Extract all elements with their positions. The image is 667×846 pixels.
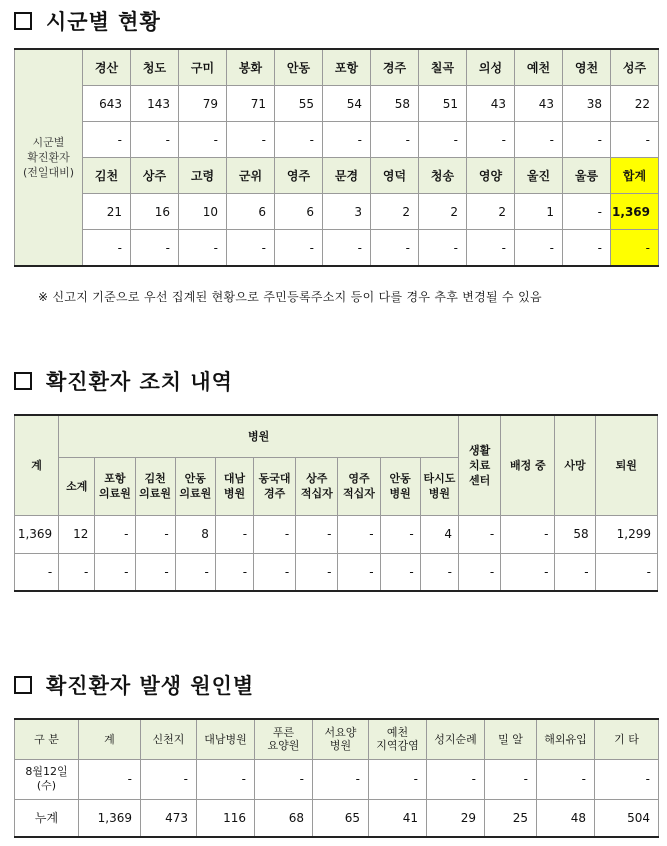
table-row <box>15 122 659 158</box>
cause-header <box>197 719 255 759</box>
measure-diff: - <box>215 553 253 591</box>
col-total: 계 <box>15 415 59 515</box>
cause-daily-value: - <box>313 759 369 799</box>
side-label-line: 시군별 <box>32 136 65 149</box>
checkbox-icon <box>14 12 32 30</box>
city-name: 문경 <box>323 158 371 194</box>
city-diff: - <box>227 230 275 267</box>
cause-cumulative-value: 473 <box>141 799 197 837</box>
measure-diff: - <box>380 553 420 591</box>
col-life-line: 센터 <box>468 473 491 487</box>
col-life-center <box>459 415 501 515</box>
hospital-subheader-line: 안동 <box>389 472 411 485</box>
city-diff: - <box>563 122 611 158</box>
measure-diff: - <box>15 553 59 591</box>
measure-value: 1,299 <box>595 515 657 553</box>
table-row <box>15 415 658 457</box>
measure-value: - <box>501 515 555 553</box>
city-count: 58 <box>371 86 419 122</box>
city-name: 의성 <box>467 49 515 86</box>
city-count: 2 <box>419 194 467 230</box>
measure-value: - <box>338 515 380 553</box>
cause-header-line: 구 분 <box>34 732 59 746</box>
hospital-subheader <box>215 457 253 515</box>
city-name: 구미 <box>179 49 227 86</box>
cause-header-line: 밀 알 <box>498 732 523 746</box>
measure-diff: - <box>555 553 595 591</box>
cause-header-line: 성지순례 <box>434 732 477 746</box>
city-count: 79 <box>179 86 227 122</box>
city-count: 143 <box>131 86 179 122</box>
hospital-subheader-line: 병원 <box>428 487 451 500</box>
col-hospital: 병원 <box>59 415 459 457</box>
city-name: 예천 <box>515 49 563 86</box>
hospital-subheader <box>95 457 135 515</box>
city-name: 경산 <box>83 49 131 86</box>
city-diff: - <box>83 230 131 267</box>
table-row <box>15 553 658 591</box>
cause-header-line: 병원 <box>329 739 352 753</box>
cause-daily-value: - <box>485 759 537 799</box>
city-diff: - <box>371 230 419 267</box>
measure-value: - <box>135 515 175 553</box>
city-diff: - <box>179 230 227 267</box>
cause-cumulative-value: 1,369 <box>79 799 141 837</box>
measure-value: - <box>296 515 338 553</box>
hospital-subheader-line: 소계 <box>66 479 88 493</box>
measure-value: - <box>459 515 501 553</box>
city-count: 6 <box>227 194 275 230</box>
city-count: 22 <box>611 86 659 122</box>
hospital-subheader-line: 대남 <box>223 472 246 485</box>
city-name: 상주 <box>131 158 179 194</box>
measure-diff: - <box>595 553 657 591</box>
table-row <box>15 799 659 837</box>
city-count: 1,369 <box>611 194 659 230</box>
side-label-line: (전일대비) <box>22 166 75 179</box>
city-diff: - <box>179 122 227 158</box>
city-name: 울진 <box>515 158 563 194</box>
cause-header <box>313 719 369 759</box>
city-count: 1 <box>515 194 563 230</box>
city-diff: - <box>515 122 563 158</box>
cause-daily-value: - <box>369 759 427 799</box>
hospital-subheader <box>175 457 215 515</box>
hospital-subheader-line: 의료원 <box>139 487 172 500</box>
city-diff: - <box>563 230 611 267</box>
cause-header-line: 푸른 <box>272 726 295 740</box>
cause-header <box>427 719 485 759</box>
hospital-subheader-line: 적십자 <box>300 487 333 500</box>
city-diff: - <box>371 122 419 158</box>
section-title-cause: 확진환자 발생 원인별 <box>14 670 254 700</box>
measure-value: 8 <box>175 515 215 553</box>
city-diff: - <box>515 230 563 267</box>
city-count: 2 <box>371 194 419 230</box>
cause-header-line: 해외유입 <box>544 732 587 746</box>
table-row <box>15 515 658 553</box>
city-count: 51 <box>419 86 467 122</box>
cause-header-line: 예천 <box>386 726 409 740</box>
city-diff: - <box>131 122 179 158</box>
row-label-date-line: (수) <box>36 779 57 792</box>
hospital-subheader-line: 김천 <box>144 472 166 485</box>
table-row <box>15 719 659 759</box>
cause-header-line: 지역감염 <box>376 739 419 753</box>
city-count: 643 <box>83 86 131 122</box>
measure-value: 58 <box>555 515 595 553</box>
table-row <box>15 230 659 267</box>
section-title-city: 시군별 현황 <box>14 6 161 36</box>
city-count: 2 <box>467 194 515 230</box>
measure-diff: - <box>459 553 501 591</box>
cause-cumulative-value: 48 <box>537 799 595 837</box>
measure-diff: - <box>338 553 380 591</box>
cause-daily-value: - <box>255 759 313 799</box>
city-count: 54 <box>323 86 371 122</box>
city-diff: - <box>467 122 515 158</box>
city-name: 고령 <box>179 158 227 194</box>
city-diff: - <box>419 122 467 158</box>
hospital-subheader <box>380 457 420 515</box>
city-diff: - <box>131 230 179 267</box>
city-name: 경주 <box>371 49 419 86</box>
cause-header <box>141 719 197 759</box>
cause-cumulative-value: 41 <box>369 799 427 837</box>
hospital-subheader-line: 영주 <box>348 472 370 485</box>
measure-diff: - <box>175 553 215 591</box>
city-count: 43 <box>467 86 515 122</box>
city-count: - <box>563 194 611 230</box>
measure-diff: - <box>135 553 175 591</box>
cause-table <box>14 718 659 838</box>
checkbox-icon <box>14 372 32 390</box>
hospital-subheader-line: 타시도 <box>423 472 456 485</box>
city-diff: - <box>611 230 659 267</box>
city-diff: - <box>275 230 323 267</box>
cause-cumulative-value: 25 <box>485 799 537 837</box>
cause-header-line: 신천지 <box>152 732 185 746</box>
city-count: 21 <box>83 194 131 230</box>
cause-cumulative-value: 68 <box>255 799 313 837</box>
city-name: 칠곡 <box>419 49 467 86</box>
hospital-subheader-line: 의료원 <box>98 487 131 500</box>
city-diff: - <box>611 122 659 158</box>
hospital-subheader <box>254 457 296 515</box>
measure-value: - <box>95 515 135 553</box>
note-text: ※ 신고지 기준으로 우선 집계된 현황으로 주민등록주소지 등이 다를 경우 추후 변경될 수 있음 <box>38 290 542 304</box>
city-status-table <box>14 48 659 267</box>
measure-diff: - <box>254 553 296 591</box>
city-diff: - <box>227 122 275 158</box>
city-name: 영덕 <box>371 158 419 194</box>
hospital-subheader <box>135 457 175 515</box>
table-row <box>15 759 659 799</box>
row-label-cumulative: 누계 <box>15 799 79 837</box>
col-discharge: 퇴원 <box>595 415 657 515</box>
cause-header <box>79 719 141 759</box>
city-name: 합계 <box>611 158 659 194</box>
cause-header <box>15 719 79 759</box>
hospital-subheader <box>338 457 380 515</box>
hospital-subheader-line: 경주 <box>263 487 286 500</box>
measure-diff: - <box>420 553 458 591</box>
cause-header-line: 서요양 <box>324 726 357 740</box>
cause-daily-value: - <box>537 759 595 799</box>
cause-header-line: 기 타 <box>614 732 639 746</box>
side-label-line: 확진환자 <box>27 151 70 164</box>
city-count: 6 <box>275 194 323 230</box>
measure-diff: - <box>59 553 95 591</box>
city-diff: - <box>467 230 515 267</box>
measure-value: - <box>254 515 296 553</box>
measure-diff: - <box>95 553 135 591</box>
col-death: 사망 <box>555 415 595 515</box>
city-diff: - <box>323 122 371 158</box>
city-count: 38 <box>563 86 611 122</box>
measures-table <box>14 414 658 592</box>
measure-diff: - <box>501 553 555 591</box>
side-label <box>15 49 83 266</box>
city-diff: - <box>83 122 131 158</box>
cause-header <box>369 719 427 759</box>
measure-value: 1,369 <box>15 515 59 553</box>
row-label-date-line: 8월12일 <box>25 765 68 778</box>
hospital-subheader-line: 포항 <box>104 472 126 485</box>
cause-header-line: 계 <box>104 732 115 746</box>
cause-daily-value: - <box>79 759 141 799</box>
city-count: 3 <box>323 194 371 230</box>
hospital-subheader <box>296 457 338 515</box>
city-count: 55 <box>275 86 323 122</box>
cause-cumulative-value: 116 <box>197 799 255 837</box>
city-name: 성주 <box>611 49 659 86</box>
measure-value: 12 <box>59 515 95 553</box>
city-count: 16 <box>131 194 179 230</box>
cause-header <box>537 719 595 759</box>
section-title-measures: 확진환자 조치 내역 <box>14 366 233 396</box>
city-count: 10 <box>179 194 227 230</box>
cause-cumulative-value: 65 <box>313 799 369 837</box>
table-row <box>15 194 659 230</box>
cause-daily-value: - <box>595 759 659 799</box>
city-name: 청송 <box>419 158 467 194</box>
checkbox-icon <box>14 676 32 694</box>
city-name: 영주 <box>275 158 323 194</box>
city-name: 영양 <box>467 158 515 194</box>
cause-daily-value: - <box>141 759 197 799</box>
col-life-line: 생활 <box>468 443 491 457</box>
city-count: 71 <box>227 86 275 122</box>
cause-daily-value: - <box>197 759 255 799</box>
cause-cumulative-value: 29 <box>427 799 485 837</box>
measure-diff: - <box>296 553 338 591</box>
hospital-subheader <box>420 457 458 515</box>
city-name: 울릉 <box>563 158 611 194</box>
city-name: 군위 <box>227 158 275 194</box>
city-name: 영천 <box>563 49 611 86</box>
cause-header-line: 대남병원 <box>204 732 247 746</box>
hospital-subheader-line: 병원 <box>389 487 411 500</box>
hospital-subheader-line: 상주 <box>306 472 328 485</box>
city-name: 봉화 <box>227 49 275 86</box>
city-diff: - <box>323 230 371 267</box>
hospital-subheader-line: 병원 <box>223 487 246 500</box>
cause-daily-value: - <box>427 759 485 799</box>
table-row <box>15 86 659 122</box>
city-name: 청도 <box>131 49 179 86</box>
hospital-subheader-line: 동국대 <box>258 472 291 485</box>
cause-header-line: 요양원 <box>267 739 300 753</box>
city-name: 김천 <box>83 158 131 194</box>
hospital-subheader-line: 적십자 <box>343 487 375 500</box>
city-diff: - <box>419 230 467 267</box>
city-count: 43 <box>515 86 563 122</box>
cause-cumulative-value: 504 <box>595 799 659 837</box>
hospital-subheader-line: 안동 <box>184 472 206 485</box>
row-label-date <box>15 759 79 799</box>
hospital-subheader <box>59 457 95 515</box>
col-life-line: 치료 <box>468 458 491 472</box>
measure-value: - <box>380 515 420 553</box>
cause-header <box>255 719 313 759</box>
cause-header <box>595 719 659 759</box>
table-row <box>15 158 659 194</box>
city-diff: - <box>275 122 323 158</box>
city-name: 포항 <box>323 49 371 86</box>
measure-value: 4 <box>420 515 458 553</box>
cause-header <box>485 719 537 759</box>
hospital-subheader-line: 의료원 <box>179 487 212 500</box>
col-assigning: 배정 중 <box>501 415 555 515</box>
city-name: 안동 <box>275 49 323 86</box>
table-row <box>15 49 659 86</box>
measure-value: - <box>215 515 253 553</box>
